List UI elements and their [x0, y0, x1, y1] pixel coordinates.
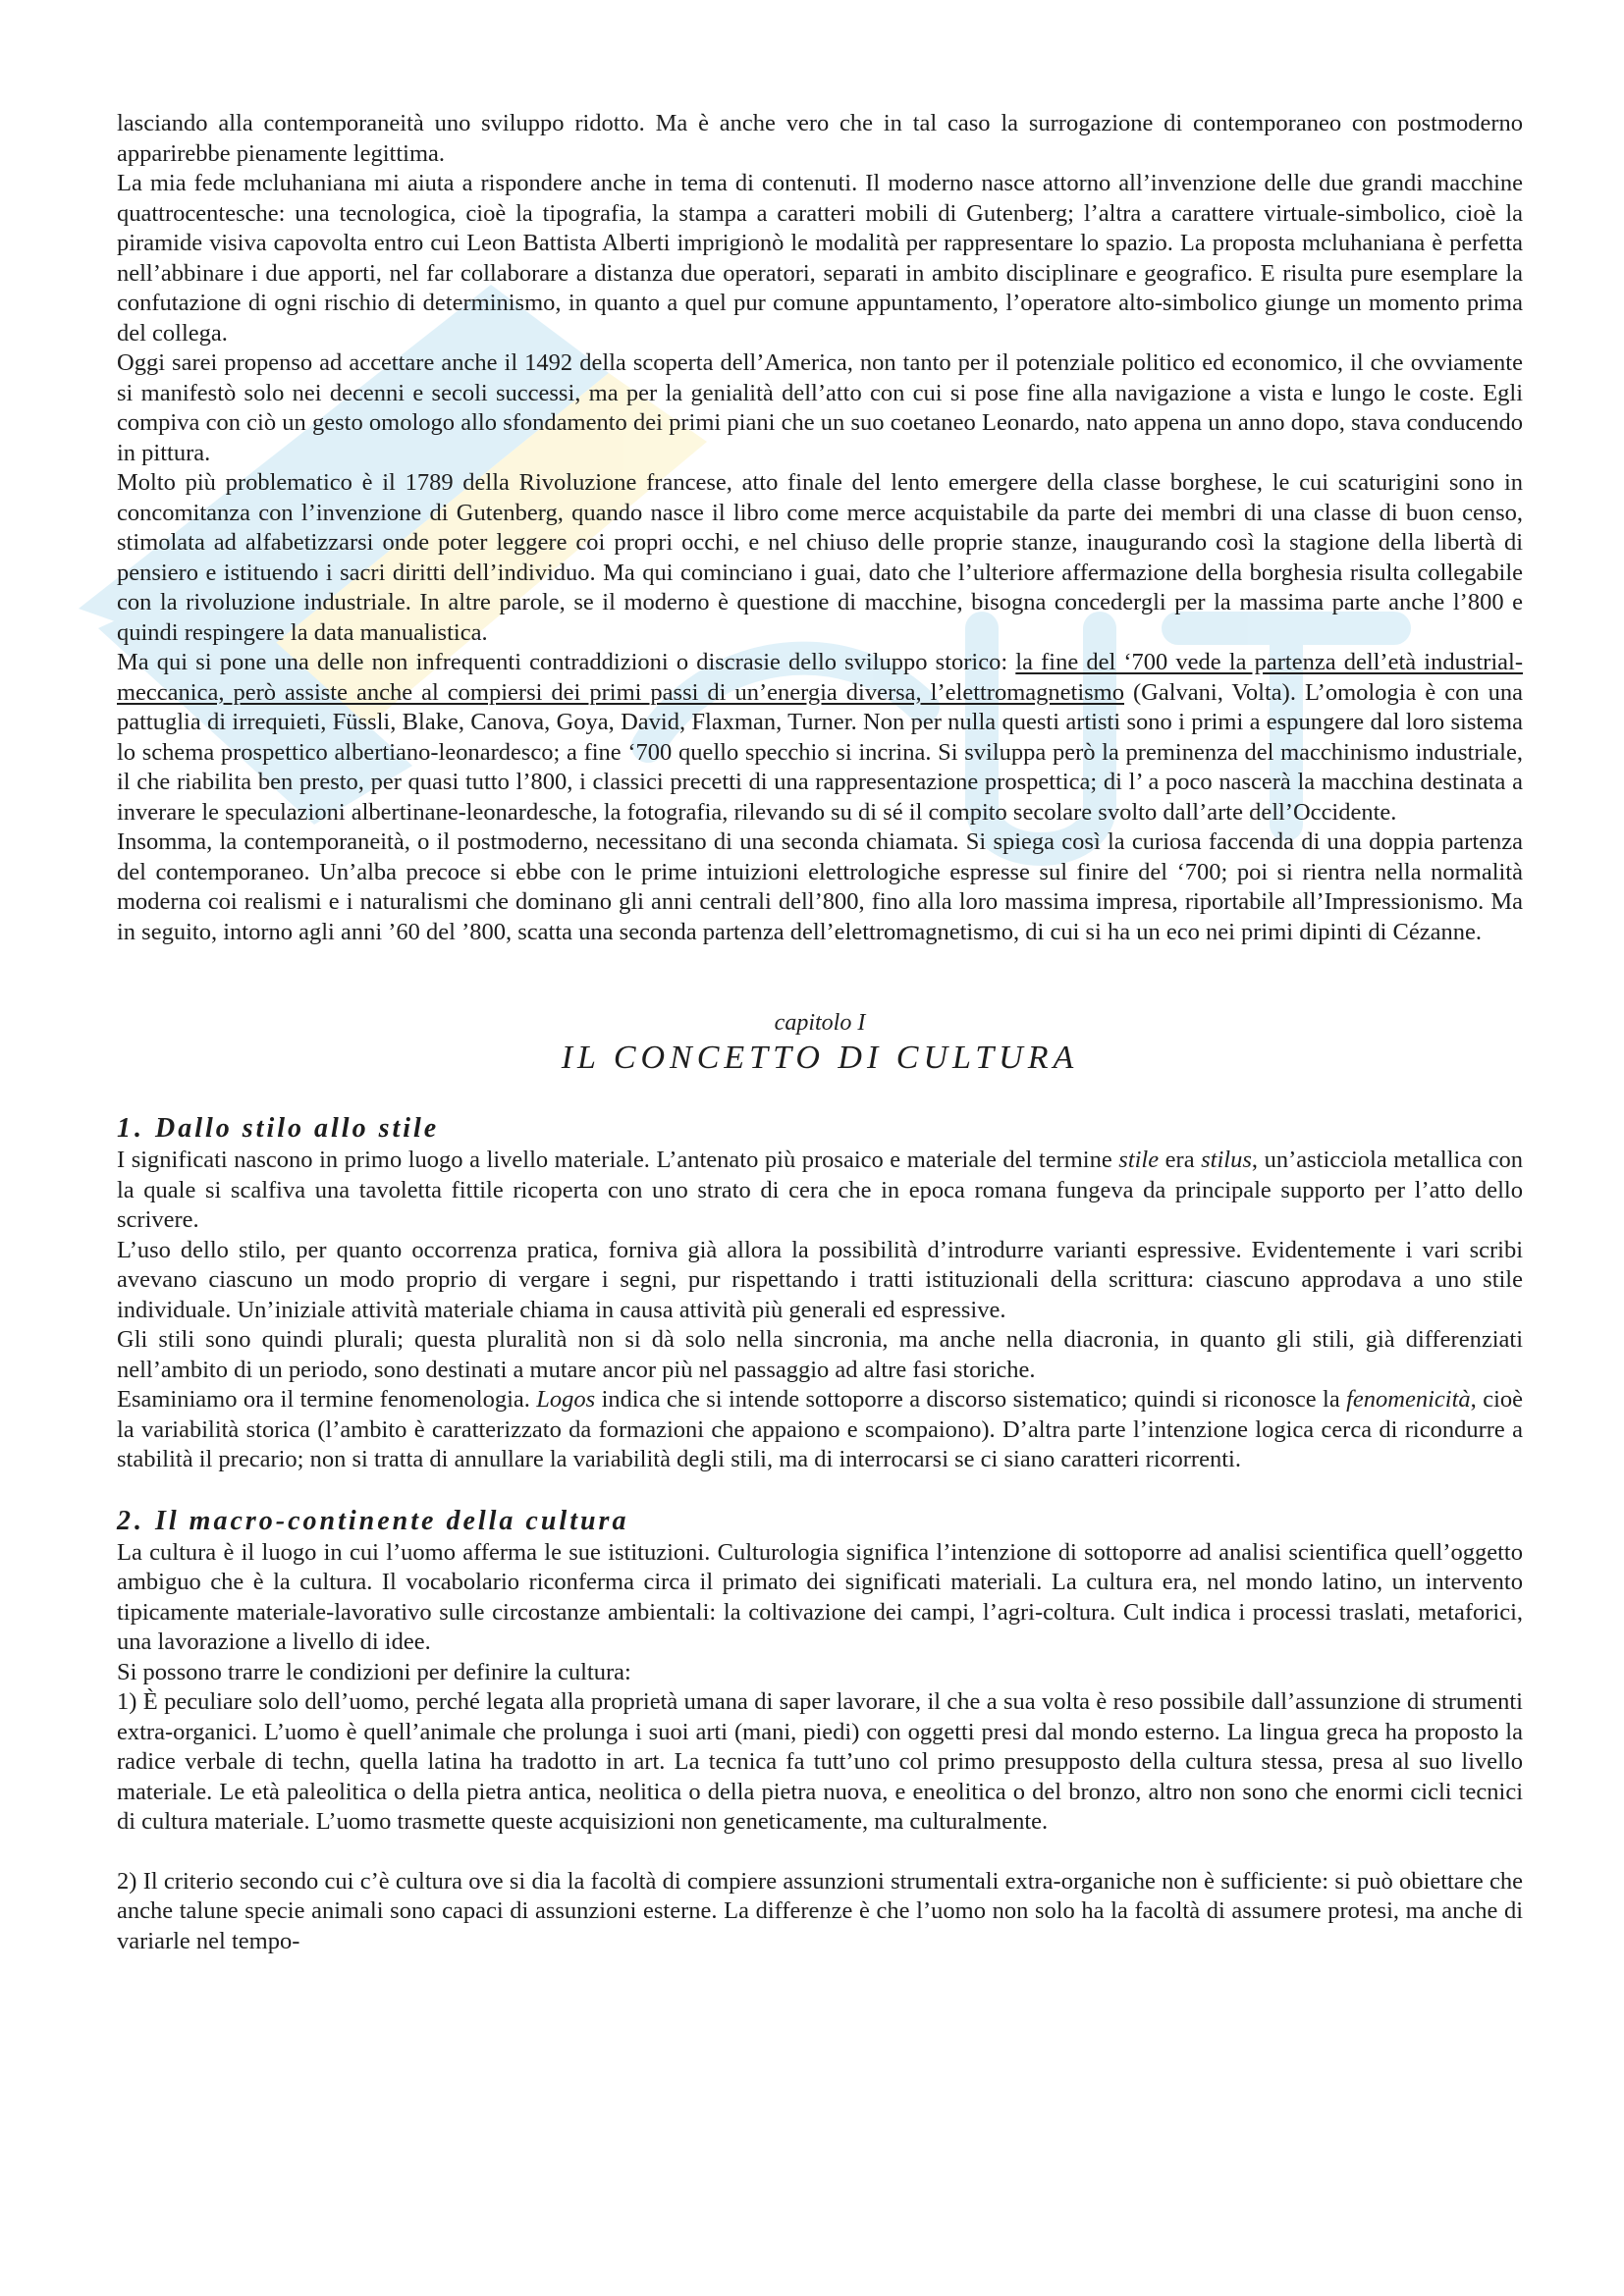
underlined-text: la fine del ‘700 vede la partenza dell’età industrial-meccanica, però assiste anche al compiersi dei primi passi di un’energia diversa, l’elettromagnetismo	[117, 649, 1523, 706]
text-run: , cioè la variabilità storica (l’ambito è caratterizzato da formazioni che appaiono e scompaiono). D’altra parte l’intenzione logica cerca di ricondurre a stabilità il precario; non si tratta di annullare la variabilità degli stili, ma di interrocarsi se ci siano caratteri ricorrenti.	[117, 1386, 1524, 1472]
paragraph	[117, 648, 1523, 828]
section-title: Dallo stilo allo stile	[155, 1113, 440, 1144]
chapter-label: capitolo I	[774, 1010, 866, 1036]
paragraph: La cultura è il luogo in cui l’uomo afferma le sue istituzioni. Culturologia significa l’intenzione di sottoporre ad analisi scientifica quell’oggetto ambiguo che è la cultura. Il vocabolario riconferma circa il primato dei significati materiali. La cultura era, nel mondo latino, un intervento tipicamente materiale-lavorativo sulle circostanze ambientali: la coltivazione dei campi, l’agri-coltura. Cult indica i processi traslati, metaforici, una lavorazione a livello di idee.	[117, 1538, 1523, 1655]
document-page	[117, 109, 1523, 1956]
text-run: , un’asticciola metallica con la quale si scalfiva una tavoletta fittile ricoperta con uno strato di cera che in epoca romana fungeva da principale supporto per l’atto dello scrivere.	[117, 1147, 1523, 1233]
list-item: 1) È peculiare solo dell’uomo, perché legata alla proprietà umana di saper lavorare, il che a sua volta è reso possibile dall’assunzione di strumenti extra-organici. L’uomo è quell’animale che prolunga i suoi arti (mani, piedi) con oggetti presi dal mondo esterno. La lingua greca ha proposto la radice verbale di techn, quella latina ha tradotto in art. La tecnica fa tutt’uno col primo presupposto della cultura stessa, presa al suo livello materiale. Le età paleolitica o della pietra antica, neolitica o della pietra nuova, e eneolitica o del bronzo, altro non sono che enormi cicli tecnici di cultura materiale. L’uomo trasmette queste acquisizioni non geneticamente, ma culturalmente.	[117, 1688, 1523, 1835]
paragraph: Oggi sarei propenso ad accettare anche il 1492 della scoperta dell’America, non tanto per il potenziale politico ed economico, il che ovviamente si manifestò solo nei decenni e secoli successi, ma per la genialità dell’atto con cui si pose fine alla navigazione a vista e lungo le coste. Egli compiva con ciò un gesto omologo allo sfondamento dei primi piani che un suo coetaneo Leonardo, nato appena un anno dopo, stava conducendo in pittura.	[117, 349, 1523, 466]
chapter-title: IL CONCETTO DI CULTURA	[561, 1040, 1079, 1076]
text-run: Esaminiamo ora il termine fenomenologia.	[117, 1386, 537, 1413]
list-item: 2) Il criterio secondo cui c’è cultura ove si dia la facoltà di compiere assunzioni strumentali extra-organiche non è sufficiente: si può obiettare che anche talune specie animali sono capaci di assunzioni esterne. La differenze è che l’uomo non solo ha la facoltà di assumere protesi, ma anche di variarle nel tempo-	[117, 1867, 1523, 1954]
text-run: era	[1159, 1147, 1202, 1173]
section-title: Il macro-continente della cultura	[155, 1505, 629, 1536]
section-number: 2.	[117, 1505, 145, 1536]
text-run: Ma qui si pone una delle non infrequenti contraddizioni o discrasie dello sviluppo storico:	[117, 649, 1016, 675]
paragraph: Si possono trarre le condizioni per definire la cultura:	[117, 1658, 631, 1685]
paragraph: Gli stili sono quindi plurali; questa pluralità non si dà solo nella sincronia, ma anche nella diacronia, in quanto gli stili, già differenziati nell’ambito di un periodo, sono destinati a mutare ancor più nel passaggio ad altre fasi storiche.	[117, 1326, 1523, 1383]
text-run: I significati nascono in primo luogo a livello materiale. L’antenato più prosaico e materiale del termine	[117, 1147, 1119, 1173]
term: stilus	[1201, 1147, 1252, 1173]
term: fenomenicità	[1346, 1386, 1471, 1413]
paragraph: lasciando alla contemporaneità uno sviluppo ridotto. Ma è anche vero che in tal caso la surrogazione di contemporaneo con postmoderno apparirebbe pienamente legittima.	[117, 110, 1523, 167]
term: stile	[1118, 1147, 1160, 1173]
paragraph	[117, 1146, 1523, 1236]
term: Logos	[536, 1386, 596, 1413]
section-heading	[117, 1112, 1523, 1146]
section-number: 1.	[117, 1113, 145, 1144]
text-run: (Galvani, Volta). L’omologia è con una pattuglia di irrequieti, Füssli, Blake, Canova, Goya, David, Flaxman, Turner. Non per nulla questi artisti sono i primi a espungere dal loro sistema lo schema prospettico albertiano-leonardesco; a fine ‘700 quello specchio si incrina. Si sviluppa però la preminenza del macchinismo industriale, il che riabilita ben presto, per quasi tutto l’800, i classici precetti di una rappresentazione prospettica; di l’ a poco nascerà la macchina destinata a inverare le speculazioni albertinane-leonardesche, la fotografia, rilevando su di sé il compito secolare svolto dall’arte dell’Occidente.	[117, 678, 1523, 826]
paragraph: La mia fede mcluhaniana mi aiuta a rispondere anche in tema di contenuti. Il moderno nasce attorno all’invenzione delle due grandi macchine quattrocentesche: una tecnologica, cioè la tipografia, la stampa a caratteri mobili di Gutenberg; l’altra a carattere virtuale-simbolico, cioè la piramide visiva capovolta entro cui Leon Battista Alberti imprigionò le modalità per rappresentare lo spazio. La proposta mcluhaniana è perfetta nell’abbinare i due apporti, nel far collaborare a distanza due operatori, separati in ambito disciplinare e geografico. E risulta pure esemplare la confutazione di ogni rischio di determinismo, in quanto a quel pur comune appuntamento, l’operatore alto-simbolico giunge un momento prima del collega.	[117, 170, 1523, 347]
section-heading	[117, 1505, 1523, 1538]
text-run: indica che si intende sottoporre a discorso sistematico; quindi si riconosce la	[595, 1386, 1347, 1413]
paragraph: Molto più problematico è il 1789 della Rivoluzione francese, atto finale del lento emergere della classe borghese, le cui scaturigini sono in concomitanza con l’invenzione di Gutenberg, quando nasce il libro come merce acquistabile da parte dei membri di una classe di buon censo, stimolata ad alfabetizzarsi onde poter leggere coi propri occhi, e nel chiuso delle proprie stanze, inaugurando così la stagione della libertà di pensiero e istituendo i sacri diritti dell’individuo. Ma qui cominciano i guai, dato che l’ulteriore affermazione della borghesia risulta collegabile con la rivoluzione industriale. In altre parole, se il moderno è questione di macchine, bisogna concedergli per la massima parte anche l’800 e quindi respingere la data manualistica.	[117, 469, 1523, 646]
paragraph	[117, 1385, 1523, 1475]
paragraph: Insomma, la contemporaneità, o il postmoderno, necessitano di una seconda chiamata. Si spiega così la curiosa faccenda di una doppia partenza del contemporaneo. Un’alba precoce si ebbe con le prime intuizioni elettrologiche espresse sul finire del ‘700; poi si rientra nella normalità moderna coi realismi e i naturalismi che dominano gli anni centrali dell’800, fino alla loro massima impresa, riportabile all’Impressionismo. Ma in seguito, intorno agli anni ’60 del ’800, scatta una seconda partenza dell’elettromagnetismo, di cui si ha un eco nei primi dipinti di Cézanne.	[117, 828, 1523, 945]
paragraph: L’uso dello stilo, per quanto occorrenza pratica, forniva già allora la possibilità d’introdurre varianti espressive. Evidentemente i vari scribi avevano ciascuno un modo proprio di vergare i segni, pur rispettando i tratti istituzionali della scrittura: ciascuno approdava a uno stile individuale. Un’iniziale attività materiale chiama in causa attività più generali ed espressive.	[117, 1236, 1523, 1323]
